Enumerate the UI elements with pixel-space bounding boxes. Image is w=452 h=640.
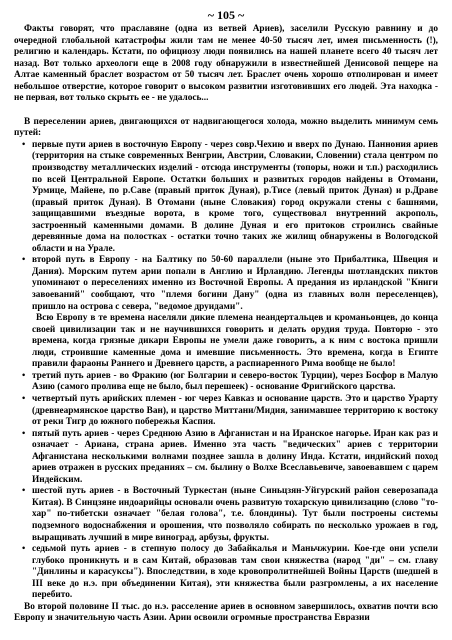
paragraph-migration-routes: В переселении ариев, двигающихся от надвигающегося холода, можно выделить минимум семь путей: [14, 116, 438, 139]
list-item-text: первые пути ариев в восточную Европу - через совр.Чехию и вверх по Дунаю. Паннония ариев (территория на стыке современных Венгрии, Австрии, Словакии, Словении) стала центром по производству металлических изделий - отсюда инструменты (топоры, ножи и т.п.) расходились по всей Центральной Европе. Остатки больших и развитых городов найдены в Отомани, Урмице, Майене, по р.Саве (правый приток Дуная), р.Тисе (левый приток Дуная) и р.Драве (правый приток Дуная). В Отомани (ныне Словакия) город окружали стены с башнями, защищавшими въездные ворота, в кроме того, существовал внутренний акрополь, застроенный каменными домами. В долине Дуная и его притоков строились свайные деревянные дома на полостках - остатки точно таких же жилищ обнаружены в Вологодской области и на Урале. [32, 139, 438, 254]
list-item-route-1 [22, 140, 438, 255]
list-item-continuation: Всю Европу в те времена населяли дикие племена неандертальцев и кроманьонцев, до конца своей цивилизации так и не научившихся говорить и делать орудия труда. Повторю - это времена, когда грязные дикари Европы не умели даже говорить, а к ним с востока пришли люди, строившие каменные дома и имевшие письменность. Это времена, когда в Египте правили фараоны Раннего и Древнего царств, а распиаренного Рима вообще не было! [32, 313, 438, 370]
paragraph-intro: Факты говорят, что праславяне (одна из ветвей Ариев), заселили Русскую равнину и до очередной глобальной катастрофы жили там не менее 40-50 тысяч лет, имея письменность (!), религию и календарь. Кстати, по официозу люди появились на нашей планете всего 40 тысяч лет назад. Вот только археологи еще в 2008 году обнаружили в известнейшей Денисовой пещере на Алтае каменный браслет возрастом от 50 тысяч лет. Браслет очень хорошо отполирован и имеет небольшое отверстие, которое говорит о высоком развитии изготовивших его людей. Эта находка - не первая, вот только скрыть ее - не удалось... [14, 24, 438, 104]
list-item-text: четвертый путь арийских племен - юг через Кавказ и основание царств. Это и царство Урарту (древнеармянское царство Ван), и царство Миттани/Мидия, занимавшее территорию к востоку от реки Тигр до южного побережья Каспия. [32, 393, 438, 428]
page-number: ~ 105 ~ [207, 8, 245, 22]
list-item-text: второй путь в Европу - на Балтику по 50-60 параллели (ныне это Прибалтика, Швеция и Дания). Морским путем арии попали в Англию и Ирландию. Легенды шотландских пиктов упоминают о переселениях именно из Восточной Европы. А предания из ирландской "Книги завоеваний" сообщают, что "племя богини Дану" (одна из главных волн переселенцев), пришло на острова с севера, "ведомое друидами". [32, 255, 438, 312]
list-item-route-6 [22, 486, 438, 544]
list-item-route-7 [22, 544, 438, 602]
list-item-route-4 [22, 394, 438, 429]
list-item-text: пятый путь ариев - через Среднюю Азию в Афганистан и на Иранское нагорье. Иран как раз и означает - Ариана, страна ариев. Именно эта часть "ведических" ариев с территории Афганистана несколькими волнами позднее зашла в долину Инда. Кстати, индийский поход ариев отражен в русских преданиях – см. былину о Волхе Всеславьевиче, завоевавшем с царем Индейским. [32, 428, 438, 485]
list-item-route-5 [22, 429, 438, 487]
list-item-text: седьмой путь ариев - в степную полосу до Забайкалья и Маньчжурии. Кое-где они успели глубоко проникнуть и в сам Китай, образовав там свои княжества (народ "ди" – см. главу "Динлины и карасуксы"). Впоследствии, в ходе кровопролитнейшей Войны Царств (шедшей в III веке до н.э. при объединении Китая), эти княжества были разгромлены, а их население перебито. [32, 544, 438, 601]
list-item-route-3 [22, 371, 438, 394]
migration-routes-list [14, 140, 438, 602]
paragraph-closing: Во второй половине II тыс. до н.э. расселение ариев в основном завершилось, охватив почти всю Европу и значительную часть Азии. Арии освоили огромные пространства Евразии [14, 601, 438, 624]
list-item-route-2 [22, 255, 438, 370]
list-item-text: шестой путь ариев - в Восточный Туркестан (ныне Синьцзян-Уйгурский район северозапада Китая). В Синцзяне индоарийцы основали очень развитую тохарскую цивилизацию (слово "то-хар" по-тибетски означает "белая голова", т.е. блондины). Тут были построены системы подземного водоснабжения и орошения, что позволяло собирать по несколько урожаев в год, выращивать лучший в мире виноград, арбузы, фрукты. [32, 486, 438, 543]
list-item-text: третий путь ариев - во Фракию (юг Болгарии и северо-восток Турции), через Босфор в Малую Азию (самого пролива еще не было, был перешеек) - основание Фригийского царства. [32, 370, 438, 393]
